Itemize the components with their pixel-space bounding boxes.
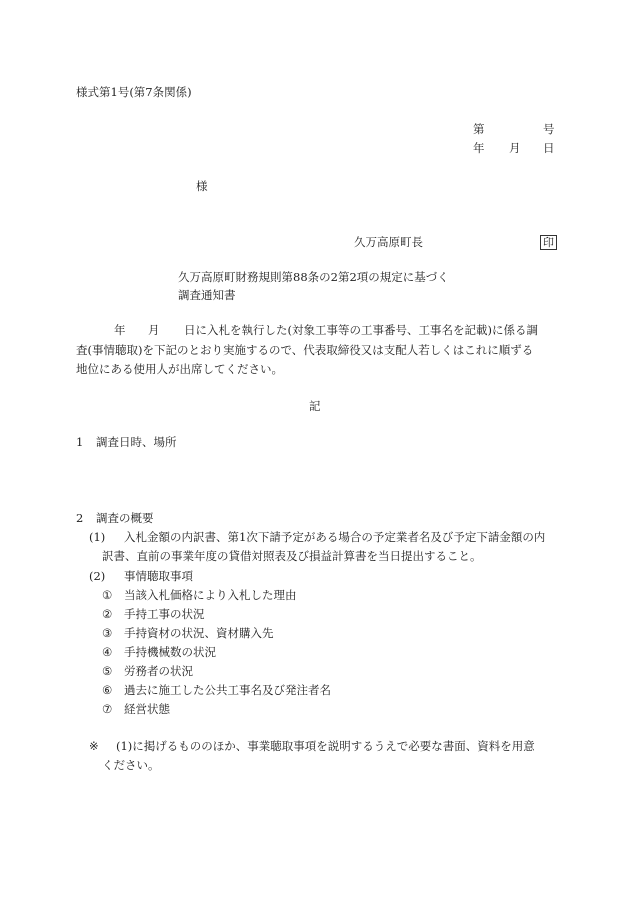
intro-line-1: 日に入札を執行した(対象工事等の工事番号、工事名を記載)に係る調 xyxy=(184,323,538,337)
section-2-number: 2 xyxy=(76,511,84,525)
intro-year: 年 xyxy=(114,323,126,337)
section-1-title: 調査日時、場所 xyxy=(96,435,177,449)
number-go: 号 xyxy=(543,122,555,136)
title-line-2: 調査通知書 xyxy=(178,288,236,302)
subitem-4-text: 手持機械数の状況 xyxy=(124,645,216,659)
item-2-title: 事情聴取事項 xyxy=(124,569,193,583)
note-line-2: ください。 xyxy=(102,758,160,772)
subitem-7-number: ⑦ xyxy=(102,702,113,716)
item-1-number: (1) xyxy=(89,530,106,544)
subitem-7-text: 経営状態 xyxy=(124,702,170,716)
subitem-1-text: 当該入札価格により入札した理由 xyxy=(124,588,297,602)
subitem-2-number: ② xyxy=(102,607,113,621)
section-1-number: 1 xyxy=(76,435,84,449)
item-1-line-2: 訳書、直前の事業年度の貸借対照表及び損益計算書を当日提出すること。 xyxy=(102,549,482,563)
form-label: 様式第1号(第7条関係) xyxy=(76,85,192,99)
intro-month: 月 xyxy=(148,323,160,337)
subitem-3-number: ③ xyxy=(102,626,113,640)
subitem-5-number: ⑤ xyxy=(102,664,113,678)
date-year: 年 xyxy=(473,141,485,155)
number-dai: 第 xyxy=(473,122,485,136)
addressee-suffix: 様 xyxy=(196,179,208,193)
subitem-1-number: ① xyxy=(102,588,113,602)
date-month: 月 xyxy=(509,141,521,155)
subitem-5-text: 労務者の状況 xyxy=(124,664,193,678)
intro-line-2: 査(事情聴取)を下記のとおり実施するので、代表取締役又は支配人若しくはこれに順ずる xyxy=(76,343,534,357)
subitem-2-text: 手持工事の状況 xyxy=(124,607,205,621)
item-2-number: (2) xyxy=(89,569,106,583)
note-mark: ※ xyxy=(89,739,99,753)
subitem-6-text: 過去に施工した公共工事名及び発注者名 xyxy=(124,683,331,697)
subitem-4-number: ④ xyxy=(102,645,113,659)
seal-stamp: 印 xyxy=(540,235,557,250)
title-line-1: 久万高原町財務規則第88条の2第2項の規定に基づく xyxy=(178,270,449,284)
ki-heading: 記 xyxy=(309,399,321,413)
subitem-3-text: 手持資材の状況、資材購入先 xyxy=(124,626,274,640)
subitem-6-number: ⑥ xyxy=(102,683,113,697)
date-day: 日 xyxy=(543,141,555,155)
intro-line-3: 地位にある使用人が出席してください。 xyxy=(76,362,283,376)
sender-name: 久万高原町長 xyxy=(354,235,423,249)
item-1-line-1: 入札金額の内訳書、第1次下請予定がある場合の予定業者名及び予定下請金額の内 xyxy=(124,530,546,544)
section-2-title: 調査の概要 xyxy=(96,511,154,525)
note-line-1: (1)に掲げるもののほか、事業聴取事項を説明するうえで必要な書面、資料を用意 xyxy=(116,739,535,753)
